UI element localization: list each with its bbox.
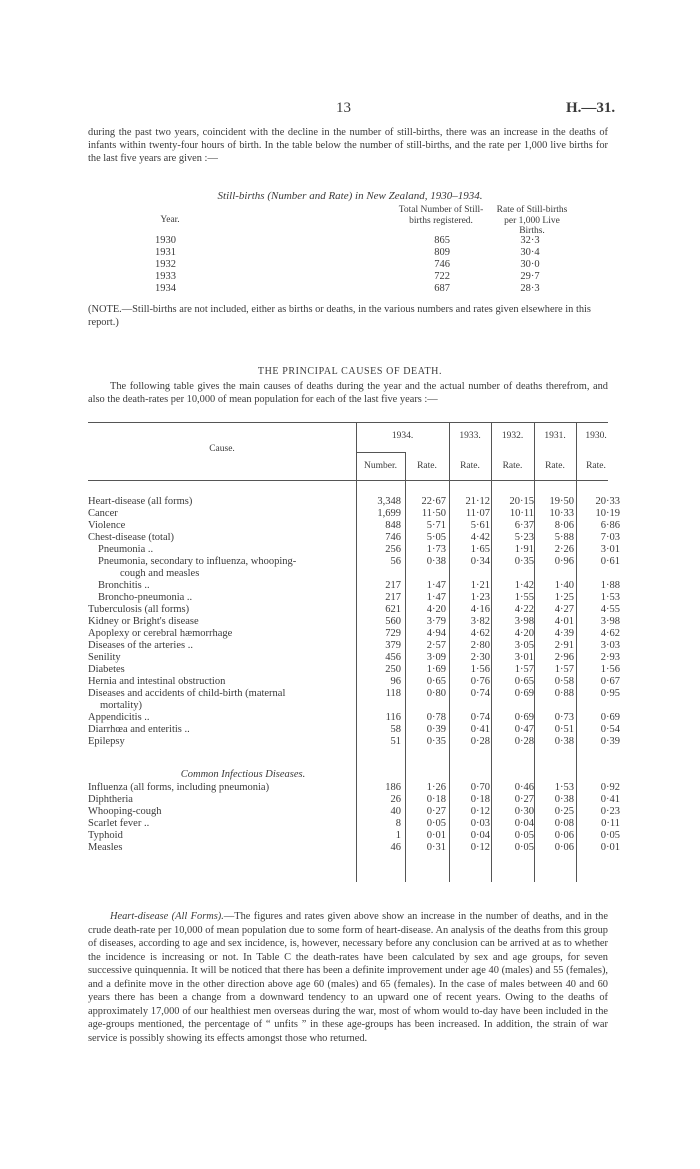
cause-number: 56 [390, 556, 401, 567]
cause-rate-1931: 1·40 [554, 580, 574, 591]
cause-row-continuation [88, 700, 608, 712]
cause-row [88, 532, 620, 544]
cause-number: 1 [395, 830, 401, 841]
cause-name: Measles [88, 842, 123, 853]
cause-name: Diarrhœa and enteritis .. [88, 724, 190, 735]
head-rate-1931: Rate. [545, 461, 565, 471]
cause-number: 456 [385, 652, 401, 663]
cause-row [88, 806, 620, 818]
cause-rate-1933: 0·28 [470, 736, 490, 747]
cause-name: Pneumonia, secondary to influenza, whooping- [98, 556, 297, 567]
stillbirth-year: 1933 [155, 271, 176, 282]
cause-rate-1933: 2·30 [470, 652, 490, 663]
head-number: Number. [364, 461, 397, 471]
cause-name: Hernia and intestinal obstruction [88, 676, 226, 687]
heart-disease-paragraph [88, 910, 608, 1045]
cause-row [88, 604, 620, 616]
stillbirth-year: 1932 [155, 259, 176, 270]
cause-number: 217 [385, 592, 401, 603]
cause-row [88, 736, 620, 748]
heart-disease-lead: Heart-disease (All Forms). [110, 911, 224, 922]
cause-row [88, 818, 620, 830]
cause-rate-1933: 1·56 [470, 664, 490, 675]
cause-number: 256 [385, 544, 401, 555]
cause-rate-1932: 0·04 [514, 818, 534, 829]
cause-name: Apoplexy or cerebral hæmorrhage [88, 628, 233, 639]
head-rate-1933: Rate. [460, 461, 480, 471]
cause-number: 46 [390, 842, 401, 853]
cause-rate-1934: 0·35 [426, 736, 446, 747]
cause-rate-1930: 0·41 [600, 794, 620, 805]
cause-row-continuation [88, 568, 608, 580]
cause-rate-1934: 0·27 [426, 806, 446, 817]
head-1931: 1931. [544, 431, 566, 441]
cause-rate-1934: 1·73 [426, 544, 446, 555]
stillbirth-rate: 30·0 [520, 259, 540, 270]
cause-rate-1932: 4·20 [514, 628, 534, 639]
cause-rate-1930: 0·69 [600, 712, 620, 723]
cause-name: Chest-disease (total) [88, 532, 175, 543]
cause-number: 729 [385, 628, 401, 639]
stillbirth-number: 865 [434, 235, 450, 246]
document-reference: H.—31. [566, 100, 616, 116]
cause-name-continued: cough and measles [120, 568, 200, 579]
cause-row [88, 592, 620, 604]
cause-rate-1933: 0·03 [470, 818, 490, 829]
head-1934: 1934. [391, 431, 414, 441]
stillbirth-year: 1930 [155, 235, 176, 246]
cause-rate-1930: 3·01 [600, 544, 620, 555]
cause-rate-1931: 0·25 [554, 806, 574, 817]
cause-rate-1934: 22·67 [421, 496, 446, 507]
cause-rate-1932: 0·65 [514, 676, 534, 687]
cause-rate-1931: 0·88 [554, 688, 574, 699]
section-title: THE PRINCIPAL CAUSES OF DEATH. [257, 366, 443, 377]
cause-rate-1934: 0·78 [426, 712, 446, 723]
cause-name: Diabetes [88, 664, 125, 675]
cause-row [88, 520, 620, 532]
cause-rate-1934: 3·09 [426, 652, 446, 663]
head-rate-1930: Rate. [586, 461, 606, 471]
cause-name: Typhoid [88, 830, 123, 841]
cause-name: Heart-disease (all forms) [88, 496, 193, 507]
cause-rate-1932: 0·28 [514, 736, 534, 747]
cause-rate-1934: 0·18 [426, 794, 446, 805]
stillbirths-caption: Still-births (Number and Rate) in New Zealand, 1930–1934. [217, 190, 483, 202]
cause-name: Influenza (all forms, including pneumonia) [88, 782, 270, 793]
cause-rate-1933: 11·07 [465, 508, 490, 519]
stillbirth-rate: 29·7 [520, 271, 540, 282]
cause-rate-1934: 1·69 [426, 664, 446, 675]
cause-rate-1934: 4·94 [426, 628, 446, 639]
stillbirth-rate: 30·4 [520, 247, 540, 258]
cause-rate-1931: 1·57 [554, 664, 574, 675]
cause-rate-1930: 0·95 [600, 688, 620, 699]
cause-name: Bronchitis .. [98, 580, 150, 591]
cause-rate-1930: 6·86 [600, 520, 620, 531]
cause-number: 621 [385, 604, 401, 615]
cause-rate-1933: 3·82 [470, 616, 490, 627]
cause-row [88, 496, 620, 508]
cause-rate-1933: 0·34 [470, 556, 490, 567]
cause-row [88, 652, 620, 664]
cause-rate-1930: 4·55 [600, 604, 620, 615]
cause-rate-1934: 0·80 [426, 688, 446, 699]
cause-rate-1931: 10·33 [549, 508, 574, 519]
cause-number: 1,699 [377, 508, 401, 519]
cause-rate-1931: 0·06 [554, 830, 574, 841]
head-rate-1934: Rate. [417, 461, 437, 471]
cause-name: Broncho-pneumonia .. [98, 592, 193, 603]
cause-rate-1933: 1·65 [470, 544, 490, 555]
cause-rate-1932: 0·27 [514, 794, 534, 805]
cause-rate-1932: 1·91 [514, 544, 534, 555]
cause-rate-1930: 2·93 [600, 652, 620, 663]
cause-name: Scarlet fever .. [88, 818, 150, 829]
cause-row [88, 842, 620, 854]
cause-number: 118 [385, 688, 401, 699]
cause-row [88, 544, 620, 556]
cause-row [88, 556, 620, 568]
cause-name: Kidney or Bright's disease [88, 616, 199, 627]
cause-rate-1933: 0·04 [470, 830, 490, 841]
cause-row [88, 688, 620, 700]
cause-rate-1934: 0·31 [426, 842, 446, 853]
cause-number: 186 [385, 782, 401, 793]
stillbirths-note: (NOTE.—Still-births are not included, either as births or deaths, in the various numbers and rates given elsewhere in this report.) [88, 304, 591, 328]
cause-name-continued: mortality) [100, 700, 142, 711]
heart-disease-text: —The figures and rates given above show an increase in the number of deaths, and in the crude death-rate per 10,000 of mean population due to some form of heart-disease. An analysis of the deaths from this group of diseases, according to age and sex incidence, is, however, necessary before any conclusion can be arrived at as to whether the incidence is increasing or not. In Table C the death-rates have been calculated by sex and age groups, for seven successive quinquennia. It will be noticed that there has been a definite improvement under age 40 (males) and 55 (females), and a definite move in the other direction above age 60 (males) and 65 (females). In the case of males between 40 and 60 years there has been a change from a downward tendency to an upward one of recent years. Owing to the deaths of approximately 17,000 of our healthiest men overseas during the war, most of whom would to-day have been included in the age-groups mentioned, the percentage of “ unfits ” in these age-groups has been increased. In addition, the strain of war service is possibly showing its effects amongst those who returned. [88, 911, 608, 1044]
cause-row [88, 712, 620, 724]
causes-table [88, 422, 620, 880]
head-1930: 1930. [585, 431, 607, 441]
cause-name: Epilepsy [88, 736, 125, 747]
cause-number: 3,348 [377, 496, 401, 507]
cause-rate-1931: 0·38 [554, 794, 574, 805]
cause-rate-1931: 5·88 [554, 532, 574, 543]
cause-rate-1934: 5·05 [426, 532, 446, 543]
stillbirth-row [0, 235, 700, 247]
cause-rate-1932: 5·23 [514, 532, 534, 543]
cause-rate-1932: 10·11 [509, 508, 534, 519]
cause-row [88, 676, 620, 688]
cause-rate-1931: 4·27 [554, 604, 574, 615]
cause-number: 116 [385, 712, 401, 723]
cause-rate-1932: 1·55 [514, 592, 534, 603]
cause-name: Senility [88, 652, 121, 663]
cause-rate-1933: 0·12 [470, 842, 490, 853]
cause-rate-1931: 0·73 [554, 712, 574, 723]
cause-rate-1932: 0·69 [514, 688, 534, 699]
cause-name: Violence [88, 520, 126, 531]
cause-rate-1934: 1·47 [426, 580, 446, 591]
cause-rate-1931: 1·25 [554, 592, 574, 603]
cause-rate-1930: 4·62 [600, 628, 620, 639]
cause-rate-1933: 0·18 [470, 794, 490, 805]
cause-rate-1933: 0·12 [470, 806, 490, 817]
cause-rate-1931: 8·06 [554, 520, 574, 531]
cause-rate-1930: 0·67 [600, 676, 620, 687]
stillbirth-number: 687 [434, 283, 450, 294]
cause-rate-1931: 0·96 [554, 556, 574, 567]
cause-number: 746 [385, 532, 401, 543]
cause-rate-1930: 3·98 [600, 616, 620, 627]
cause-number: 51 [390, 736, 401, 747]
cause-rate-1933: 0·74 [470, 712, 490, 723]
cause-rate-1932: 1·42 [514, 580, 534, 591]
stillbirth-row [0, 271, 700, 283]
cause-rate-1932: 4·22 [514, 604, 534, 615]
cause-rate-1932: 0·69 [514, 712, 534, 723]
cause-rate-1932: 1·57 [514, 664, 534, 675]
stillbirth-year: 1934 [155, 283, 176, 294]
cause-row [88, 640, 620, 652]
stillbirth-row [0, 283, 700, 295]
cause-row [88, 628, 620, 640]
cause-rate-1932: 0·30 [514, 806, 534, 817]
section-intro: The following table gives the main causes of deaths during the year and the actual number of deaths therefrom, and also the death-rates per 10,000 of mean population for each of the last five years :— [88, 381, 608, 405]
cause-rate-1934: 2·57 [426, 640, 446, 651]
cause-rate-1932: 0·05 [514, 842, 534, 853]
cause-rate-1934: 0·38 [426, 556, 446, 567]
cause-rate-1932: 0·05 [514, 830, 534, 841]
head-1932: 1932. [501, 431, 524, 441]
cause-rate-1931: 1·53 [554, 782, 574, 793]
cause-rate-1930: 1·53 [600, 592, 620, 603]
cause-number: 58 [390, 724, 401, 735]
cause-rate-1930: 10·19 [595, 508, 620, 519]
cause-rate-1930: 7·03 [600, 532, 620, 543]
cause-name: Diseases and accidents of child-birth (maternal [88, 688, 286, 699]
cause-number: 250 [385, 664, 401, 675]
cause-rate-1934: 0·65 [426, 676, 446, 687]
cause-rate-1930: 20·33 [595, 496, 620, 507]
cause-name: Appendicitis .. [88, 712, 150, 723]
cause-name: Cancer [88, 508, 118, 519]
cause-rate-1932: 0·47 [514, 724, 534, 735]
cause-row [88, 664, 620, 676]
cause-rate-1932: 3·98 [514, 616, 534, 627]
cause-rate-1930: 0·23 [600, 806, 620, 817]
page-number: 13 [336, 100, 351, 116]
cause-number: 26 [390, 794, 401, 805]
cause-rate-1934: 1·47 [426, 592, 446, 603]
infectious-subheading: Common Infectious Diseases. [180, 769, 306, 780]
stillbirth-row [0, 259, 700, 271]
cause-rate-1932: 3·01 [514, 652, 534, 663]
cause-rate-1930: 0·01 [600, 842, 620, 853]
cause-rate-1931: 0·58 [554, 676, 574, 687]
cause-rate-1930: 0·61 [600, 556, 620, 567]
cause-rate-1934: 11·50 [421, 508, 446, 519]
cause-rate-1934: 0·05 [426, 818, 446, 829]
cause-number: 96 [390, 676, 401, 687]
stillbirth-number: 809 [434, 247, 450, 258]
cause-rate-1931: 4·01 [554, 616, 574, 627]
head-cause: Cause. [209, 444, 235, 454]
cause-rate-1933: 4·16 [470, 604, 490, 615]
cause-rate-1931: 0·08 [554, 818, 574, 829]
cause-rate-1931: 0·38 [554, 736, 574, 747]
cause-rate-1934: 0·01 [426, 830, 446, 841]
stillbirths-col-rate: Rate of Still-births per 1,000 Live Births. [496, 205, 568, 236]
cause-rate-1930: 0·11 [601, 818, 620, 829]
cause-rate-1933: 4·42 [470, 532, 490, 543]
stillbirths-col-number: Total Number of Still-births registered. [398, 205, 484, 226]
cause-rate-1933: 0·76 [470, 676, 490, 687]
cause-rate-1931: 2·96 [554, 652, 574, 663]
cause-rate-1930: 1·56 [600, 664, 620, 675]
cause-number: 848 [385, 520, 401, 531]
cause-rate-1932: 0·46 [514, 782, 534, 793]
cause-row [88, 580, 620, 592]
stillbirth-year: 1931 [155, 247, 176, 258]
cause-name: Pneumonia .. [98, 544, 154, 555]
cause-rate-1930: 0·92 [600, 782, 620, 793]
cause-rate-1930: 3·03 [600, 640, 620, 651]
cause-name: Diseases of the arteries .. [88, 640, 193, 651]
cause-rate-1933: 4·62 [470, 628, 490, 639]
intro-paragraph: during the past two years, coincident with the decline in the number of still-births, there was an increase in the deaths of infants within twenty-four hours of birth. In the table below the number of still-births, and the rate per 1,000 live births for the last five years are given :— [88, 127, 608, 164]
cause-rate-1931: 2·26 [554, 544, 574, 555]
cause-rate-1934: 3·79 [426, 616, 446, 627]
cause-row [88, 830, 620, 842]
cause-name: Whooping-cough [88, 806, 162, 817]
cause-rate-1931: 0·06 [554, 842, 574, 853]
cause-rate-1932: 0·35 [514, 556, 534, 567]
cause-rate-1931: 0·51 [554, 724, 574, 735]
cause-rate-1933: 2·80 [470, 640, 490, 651]
cause-rate-1934: 5·71 [426, 520, 446, 531]
cause-row [88, 794, 620, 806]
cause-rate-1933: 1·21 [470, 580, 490, 591]
cause-number: 217 [385, 580, 401, 591]
head-1933: 1933. [459, 431, 481, 441]
stillbirth-number: 746 [434, 259, 450, 270]
stillbirth-rate: 32·3 [520, 235, 540, 246]
cause-number: 560 [385, 616, 401, 627]
cause-number: 40 [390, 806, 401, 817]
cause-row [88, 616, 620, 628]
cause-rate-1933: 0·74 [470, 688, 490, 699]
cause-rate-1933: 5·61 [470, 520, 490, 531]
cause-rate-1934: 1·26 [426, 782, 446, 793]
cause-rate-1930: 1·88 [600, 580, 620, 591]
cause-rate-1933: 0·41 [470, 724, 490, 735]
cause-number: 8 [395, 818, 401, 829]
cause-rate-1931: 19·50 [549, 496, 574, 507]
cause-rate-1932: 3·05 [514, 640, 534, 651]
cause-rate-1930: 0·05 [600, 830, 620, 841]
stillbirth-number: 722 [434, 271, 450, 282]
cause-rate-1933: 21·12 [465, 496, 490, 507]
cause-rate-1934: 4·20 [426, 604, 446, 615]
stillbirth-row [0, 247, 700, 259]
cause-name: Tuberculosis (all forms) [88, 604, 190, 615]
cause-row [88, 782, 620, 794]
cause-name: Diphtheria [88, 794, 133, 805]
cause-rate-1932: 20·15 [509, 496, 534, 507]
cause-row [88, 724, 620, 736]
cause-rate-1932: 6·37 [514, 520, 534, 531]
cause-rate-1933: 0·70 [470, 782, 490, 793]
cause-rate-1930: 0·39 [600, 736, 620, 747]
stillbirths-col-year: Year. [160, 215, 180, 225]
cause-rate-1934: 0·39 [426, 724, 446, 735]
cause-rate-1930: 0·54 [600, 724, 620, 735]
cause-rate-1933: 1·23 [470, 592, 490, 603]
cause-rate-1931: 4·39 [554, 628, 574, 639]
cause-rate-1931: 2·91 [554, 640, 574, 651]
cause-number: 379 [385, 640, 401, 651]
head-rate-1932: Rate. [502, 461, 523, 471]
cause-row [88, 508, 620, 520]
stillbirth-rate: 28·3 [520, 283, 540, 294]
